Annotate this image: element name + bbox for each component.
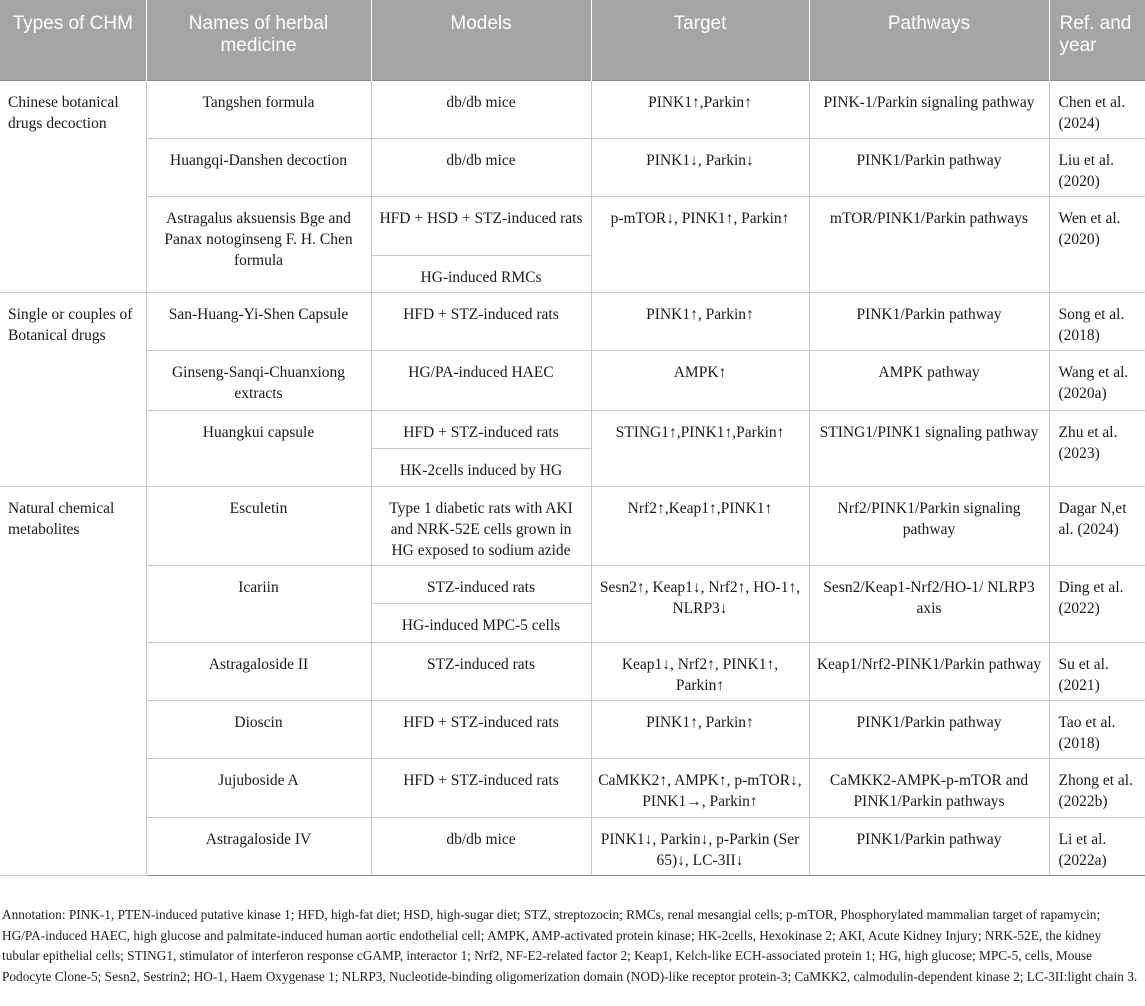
group-type-cell: Single or couples of Botanical drugs bbox=[0, 292, 146, 486]
herbal-name-cell: Ginseng-Sanqi-Chuanxiong extracts bbox=[146, 350, 371, 410]
pathway-cell: CaMKK2-AMPK-p-mTOR and PINK1/Parkin pathways bbox=[809, 758, 1049, 817]
table-row bbox=[0, 350, 1145, 410]
ref-cell: Dagar N,et al. (2024) bbox=[1049, 486, 1145, 565]
pathway-cell: AMPK pathway bbox=[809, 350, 1049, 410]
pathway-cell: PINK1/Parkin pathway bbox=[809, 700, 1049, 758]
header-ref-and-year: Ref. and year bbox=[1049, 0, 1145, 80]
target-cell: p-mTOR↓, PINK1↑, Parkin↑ bbox=[591, 196, 809, 292]
pathway-cell: STING1/PINK1 signaling pathway bbox=[809, 410, 1049, 486]
table-row bbox=[0, 292, 1145, 350]
group-type-cell: Natural chemical metabolites bbox=[0, 486, 146, 875]
ref-cell: Zhu et al. (2023) bbox=[1049, 410, 1145, 486]
model-cell: db/db mice bbox=[371, 138, 591, 196]
header-pathways: Pathways bbox=[809, 0, 1049, 80]
model-cell: db/db mice bbox=[371, 80, 591, 138]
ref-cell: Wen et al. (2020) bbox=[1049, 196, 1145, 292]
ref-cell: Song et al. (2018) bbox=[1049, 292, 1145, 350]
target-cell: STING1↑,PINK1↑,Parkin↑ bbox=[591, 410, 809, 486]
ref-cell: Liu et al. (2020) bbox=[1049, 138, 1145, 196]
header-types-of-chm: Types of CHM bbox=[0, 0, 146, 80]
pathway-cell: PINK1/Parkin pathway bbox=[809, 138, 1049, 196]
target-cell: PINK1↓, Parkin↓ bbox=[591, 138, 809, 196]
pathway-cell: Keap1/Nrf2-PINK1/Parkin pathway bbox=[809, 642, 1049, 700]
herbal-name-cell: Esculetin bbox=[146, 486, 371, 565]
header-target: Target bbox=[591, 0, 809, 80]
herbal-name-cell: Icariin bbox=[146, 565, 371, 642]
herbal-name-cell: Huangqi-Danshen decoction bbox=[146, 138, 371, 196]
table-annotation: Annotation: PINK-1, PTEN-induced putative kinase 1; HFD, high-fat diet; HSD, high-sugar diet; STZ, streptozocin; RMCs, renal mesangial cells; p-mTOR, Phosphorylated mammalian target of rapamycin; HG/PA-induced HAEC, high glucose and palmitate-induced human aortic endothelial cell; AMPK, AMP-activated protein kinase; HK-2cells, Hexokinase 2; AKI, Acute Kidney Injury; NRK-52E, the kidney tubular epithelial cells; STING1, stimulator of interferon response cGAMP, interactor 1; Nrf2, NF-E2-related factor 2; Keap1, Kelch-like ECH-associated protein 1; HG, high glucose; MPC-5, cells, Mouse Podocyte Clone-5; Sesn2, Sestrin2; HO-1, Haem Oxygenase 1; NLRP3, Nucleotide-binding oligomerization domain (NOD)-like receptor protein-3; CaMKK2, calmodulin-dependent kinase 2; LC-3II:light chain 3. bbox=[2, 907, 1138, 984]
target-cell: PINK1↑,Parkin↑ bbox=[591, 80, 809, 138]
header-row bbox=[0, 0, 1145, 80]
model-cell: HFD + STZ-induced rats bbox=[371, 700, 591, 758]
table-row bbox=[0, 410, 1145, 448]
target-cell: PINK1↓, Parkin↓, p-Parkin (Ser 65)↓, LC-3II↓ bbox=[591, 817, 809, 875]
pathway-cell: PINK1/Parkin pathway bbox=[809, 292, 1049, 350]
table-row bbox=[0, 565, 1145, 603]
table-row bbox=[0, 700, 1145, 758]
table-row bbox=[0, 138, 1145, 196]
herbal-name-cell: Astragalus aksuensis Bge and Panax notoginseng F. H. Chen formula bbox=[146, 196, 371, 292]
target-cell: Nrf2↑,Keap1↑,PINK1↑ bbox=[591, 486, 809, 565]
ref-cell: Chen et al. (2024) bbox=[1049, 80, 1145, 138]
herbal-name-cell: Astragaloside IV bbox=[146, 817, 371, 875]
pathway-cell: Sesn2/Keap1-Nrf2/HO-1/ NLRP3 axis bbox=[809, 565, 1049, 642]
target-cell: Sesn2↑, Keap1↓, Nrf2↑, HO-1↑, NLRP3↓ bbox=[591, 565, 809, 642]
header-names-of-herbal-medicine: Names of herbal medicine bbox=[146, 0, 371, 80]
model-cell: HFD + STZ-induced rats bbox=[371, 410, 591, 448]
model-cell: HG/PA-induced HAEC bbox=[371, 350, 591, 410]
herbal-name-cell: Tangshen formula bbox=[146, 80, 371, 138]
ref-cell: Zhong et al. (2022b) bbox=[1049, 758, 1145, 817]
target-cell: Keap1↓, Nrf2↑, PINK1↑, Parkin↑ bbox=[591, 642, 809, 700]
model-cell: db/db mice bbox=[371, 817, 591, 875]
model-cell: HFD + STZ-induced rats bbox=[371, 758, 591, 817]
table-row bbox=[0, 642, 1145, 700]
ref-cell: Li et al. (2022a) bbox=[1049, 817, 1145, 875]
model-cell: HG-induced MPC-5 cells bbox=[371, 603, 591, 642]
header-models: Models bbox=[371, 0, 591, 80]
group-type-cell: Chinese botanical drugs decoction bbox=[0, 80, 146, 292]
ref-cell: Su et al. (2021) bbox=[1049, 642, 1145, 700]
herbal-name-cell: Dioscin bbox=[146, 700, 371, 758]
herbal-name-cell: Jujuboside A bbox=[146, 758, 371, 817]
table-row bbox=[0, 817, 1145, 875]
pathway-cell: PINK-1/Parkin signaling pathway bbox=[809, 80, 1049, 138]
pathway-cell: Nrf2/PINK1/Parkin signaling pathway bbox=[809, 486, 1049, 565]
herbal-name-cell: Huangkui capsule bbox=[146, 410, 371, 486]
ref-cell: Wang et al. (2020a) bbox=[1049, 350, 1145, 410]
model-cell: HFD + HSD + STZ-induced rats bbox=[371, 196, 591, 255]
model-cell: STZ-induced rats bbox=[371, 565, 591, 603]
pathway-cell: PINK1/Parkin pathway bbox=[809, 817, 1049, 875]
target-cell: PINK1↑, Parkin↑ bbox=[591, 292, 809, 350]
ref-cell: Tao et al. (2018) bbox=[1049, 700, 1145, 758]
herbal-name-cell: Astragaloside II bbox=[146, 642, 371, 700]
model-cell: HK-2cells induced by HG bbox=[371, 448, 591, 486]
table-row bbox=[0, 758, 1145, 817]
ref-cell: Ding et al. (2022) bbox=[1049, 565, 1145, 642]
model-cell: Type 1 diabetic rats with AKI and NRK-52E cells grown in HG exposed to sodium azide bbox=[371, 486, 591, 565]
target-cell: CaMKK2↑, AMPK↑, p-mTOR↓, PINK1→, Parkin↑ bbox=[591, 758, 809, 817]
model-cell: HG-induced RMCs bbox=[371, 255, 591, 292]
table-row bbox=[0, 486, 1145, 565]
pathway-cell: mTOR/PINK1/Parkin pathways bbox=[809, 196, 1049, 292]
table-row bbox=[0, 80, 1145, 138]
herbal-name-cell: San-Huang-Yi-Shen Capsule bbox=[146, 292, 371, 350]
target-cell: AMPK↑ bbox=[591, 350, 809, 410]
model-cell: HFD + STZ-induced rats bbox=[371, 292, 591, 350]
model-cell: STZ-induced rats bbox=[371, 642, 591, 700]
target-cell: PINK1↑, Parkin↑ bbox=[591, 700, 809, 758]
table-row bbox=[0, 196, 1145, 255]
